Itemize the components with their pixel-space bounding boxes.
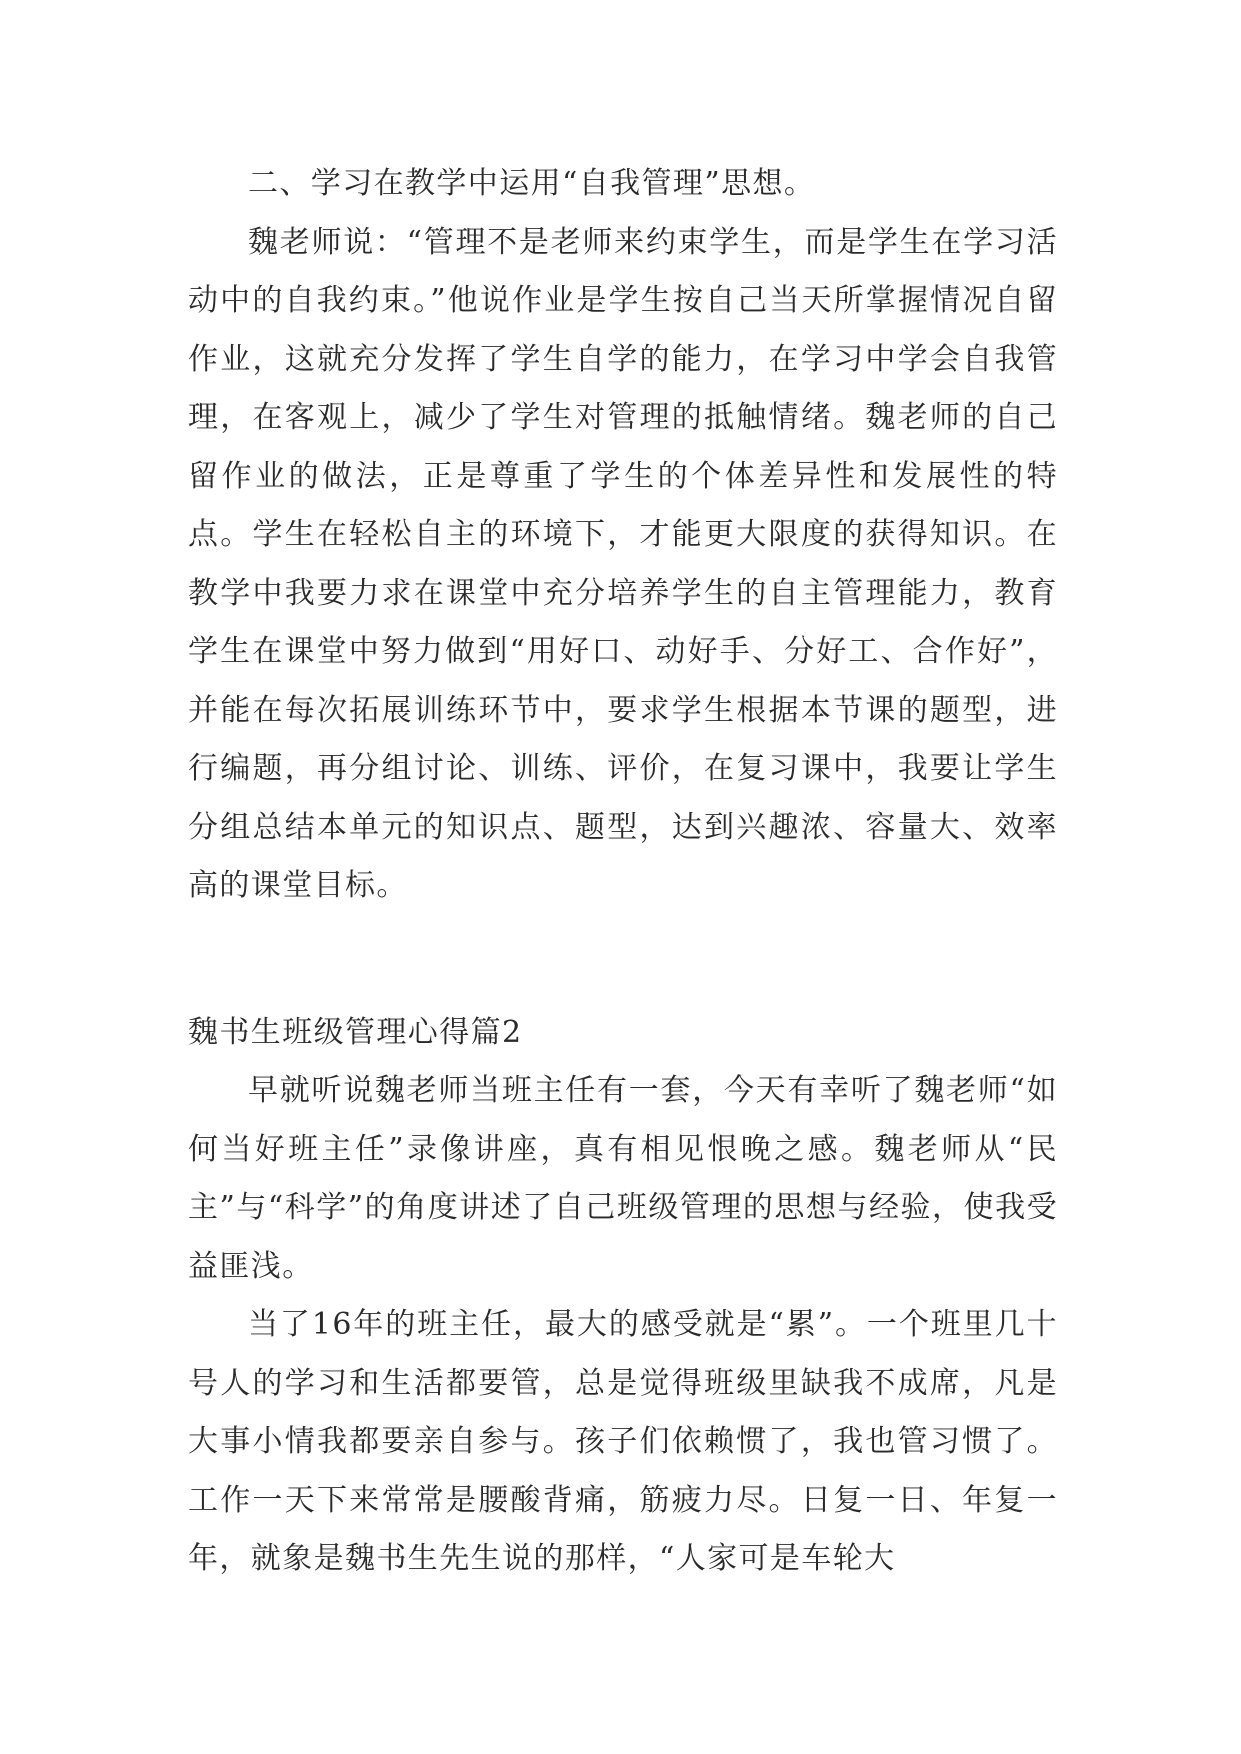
section-title: 魏书生班级管理心得篇2: [188, 1014, 523, 1050]
document-body: [188, 155, 1058, 1589]
body-paragraph: 魏老师说：“管理不是老师来约束学生，而是学生在学习活动中的自我约束。”他说作业是学生按自己当天所掌握情况自留作业，这就充分发挥了学生自学的能力，在学习中学会自我管理，在客观上，减少了学生对管理的抵触情绪。魏老师的自己留作业的做法，正是尊重了学生的个体差异性和发展性的特点。学生在轻松自主的环境下，才能更大限度的获得知识。在教学中我要力求在课堂中充分培养学生的自主管理能力，教育学生在课堂中努力做到“用好口、动好手、分好工、合作好”，并能在每次拓展训练环节中，要求学生根据本节课的题型，进行编题，再分组讨论、训练、评价，在复习课中，我要让学生分组总结本单元的知识点、题型，达到兴趣浓、容量大、效率高的课堂目标。: [188, 224, 1058, 903]
body-paragraph: 当了16年的班主任，最大的感受就是“累”。一个班里几十号人的学习和生活都要管，总是觉得班级里缺我不成席，凡是大事小情我都要亲自参与。孩子们依赖惯了，我也管习惯了。工作一天下来常常是腰酸背痛，筋疲力尽。日复一日、年复一年，就象是魏书生先生说的那样，“人家可是车轮大: [188, 1307, 1058, 1576]
section-spacer: [188, 916, 1058, 1004]
section-subheading: 二、学习在教学中运用“自我管理”思想。: [248, 166, 816, 201]
body-paragraph: 早就听说魏老师当班主任有一套，今天有幸听了魏老师“如何当好班主任”录像讲座，真有相见恨晚之感。魏老师从“民主”与“科学”的角度讲述了自己班级管理的思想与经验，使我受益匪浅。: [188, 1073, 1058, 1284]
